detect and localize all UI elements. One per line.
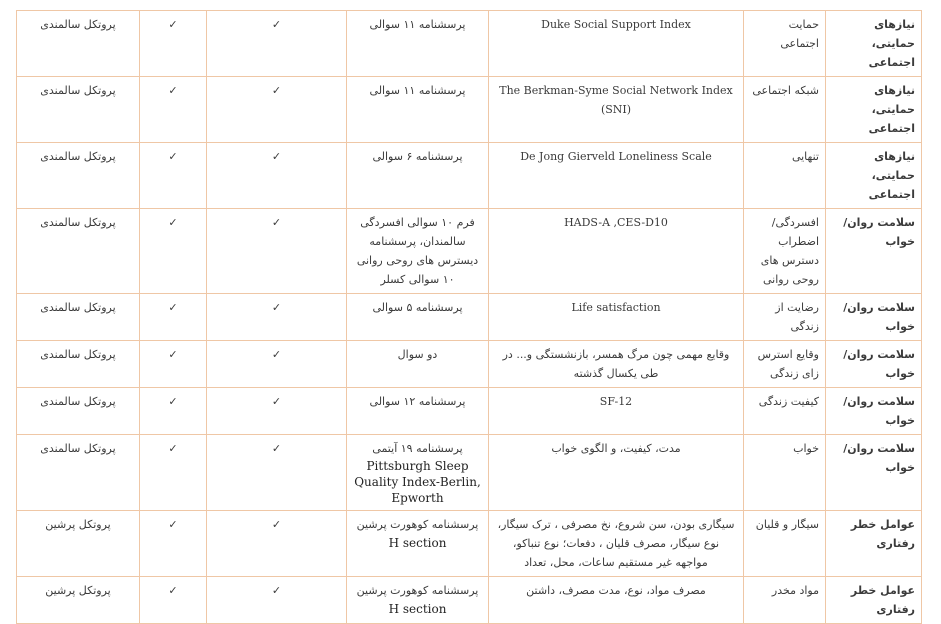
description-text: پرسشنامه کوهورت پرشین (356, 518, 479, 531)
description-cell: پرسشنامه ۱۲ سوالی (347, 388, 489, 435)
description-cell: پرسشنامه ۱۱ سوالی (347, 11, 489, 77)
check-icon: ✓ (140, 341, 207, 388)
table-row (17, 294, 922, 341)
description-cell: پرسشنامه ۶ سوالی (347, 143, 489, 209)
description-cell (347, 511, 489, 577)
description-latin: H section (388, 536, 447, 550)
table-row (17, 577, 922, 624)
check-icon: ✓ (207, 388, 347, 435)
table-row (17, 143, 922, 209)
table-row (17, 11, 922, 77)
category-cell: سلامت روان/ خواب (826, 341, 922, 388)
category-cell: سلامت روان/ خواب (826, 209, 922, 294)
tool-cell: De Jong Gierveld Loneliness Scale (489, 143, 744, 209)
tool-cell: مصرف مواد، نوع، مدت مصرف، داشتن (489, 577, 744, 624)
subcategory-cell: سیگار و قلیان (744, 511, 826, 577)
check-icon: ✓ (207, 435, 347, 511)
category-cell: سلامت روان/ خواب (826, 435, 922, 511)
category-cell: نیازهای حمایتی، اجتماعی (826, 11, 922, 77)
check-icon: ✓ (207, 341, 347, 388)
subcategory-cell: رضایت از زندگی (744, 294, 826, 341)
check-icon: ✓ (140, 435, 207, 511)
check-icon: ✓ (207, 577, 347, 624)
check-icon: ✓ (207, 209, 347, 294)
table-row (17, 341, 922, 388)
table-row (17, 77, 922, 143)
subcategory-cell: وقایع استرس زای زندگی (744, 341, 826, 388)
subcategory-cell: خواب (744, 435, 826, 511)
protocol-cell: پروتکل پرشین (17, 511, 140, 577)
check-icon: ✓ (140, 209, 207, 294)
subcategory-cell: حمایت اجتماعی (744, 11, 826, 77)
protocol-cell: پروتکل سالمندی (17, 294, 140, 341)
tool-cell: مدت، کیفیت، و الگوی خواب (489, 435, 744, 511)
category-cell: عوامل خطر رفتاری (826, 577, 922, 624)
description-latin: Pittsburgh Sleep Quality Index-Berlin, Epworth (354, 459, 481, 505)
subcategory-cell: افسردگی/اضطراب دسترس های روحی روانی (744, 209, 826, 294)
protocol-cell: پروتکل سالمندی (17, 11, 140, 77)
description-cell (347, 435, 489, 511)
tool-cell: وقایع مهمی چون مرگ همسر، بازنشستگی و... در طی یکسال گذشته (489, 341, 744, 388)
category-cell: نیازهای حمایتی، اجتماعی (826, 77, 922, 143)
description-cell: پرسشنامه ۱۱ سوالی (347, 77, 489, 143)
check-icon: ✓ (207, 511, 347, 577)
protocol-cell: پروتکل سالمندی (17, 77, 140, 143)
protocol-cell: پروتکل سالمندی (17, 435, 140, 511)
check-icon: ✓ (140, 577, 207, 624)
protocol-cell: پروتکل پرشین (17, 577, 140, 624)
protocol-cell: پروتکل سالمندی (17, 388, 140, 435)
check-icon: ✓ (207, 77, 347, 143)
description-cell (347, 577, 489, 624)
protocol-cell: پروتکل سالمندی (17, 143, 140, 209)
table-row (17, 435, 922, 511)
tool-cell: SF-12 (489, 388, 744, 435)
subcategory-cell: شبکه اجتماعی (744, 77, 826, 143)
check-icon: ✓ (140, 143, 207, 209)
description-latin: H section (388, 602, 447, 616)
subcategory-cell: تنهایی (744, 143, 826, 209)
description-cell: دو سوال (347, 341, 489, 388)
description-text: پرسشنامه ۱۹ آیتمی (372, 442, 463, 455)
subcategory-cell: مواد مخدر (744, 577, 826, 624)
check-icon: ✓ (140, 511, 207, 577)
subcategory-cell: کیفیت زندگی (744, 388, 826, 435)
description-cell: فرم ۱۰ سوالی افسردگی سالمندان، پرسشنامه دیسترس های روحی روانی ۱۰ سوالی کسلر (347, 209, 489, 294)
check-icon: ✓ (207, 143, 347, 209)
check-icon: ✓ (207, 294, 347, 341)
tool-cell: HADS-A ,CES-D10 (489, 209, 744, 294)
check-icon: ✓ (140, 388, 207, 435)
check-icon: ✓ (140, 11, 207, 77)
protocol-cell: پروتکل سالمندی (17, 341, 140, 388)
category-cell: سلامت روان/ خواب (826, 294, 922, 341)
category-cell: عوامل خطر رفتاری (826, 511, 922, 577)
table-row (17, 209, 922, 294)
assessment-table (16, 10, 922, 624)
check-icon: ✓ (140, 294, 207, 341)
tool-cell: Duke Social Support Index (489, 11, 744, 77)
category-cell: نیازهای حمایتی، اجتماعی (826, 143, 922, 209)
table-row (17, 388, 922, 435)
tool-cell: سیگاری بودن، سن شروع، نخ مصرفی ، ترک سیگار، نوع سیگار، مصرف قلیان ، دفعات؛ نوع تنباکو، مواجهه غیر مستقیم ساعات، محل، تعداد (489, 511, 744, 577)
tool-cell: Life satisfaction (489, 294, 744, 341)
tool-cell: The Berkman-Syme Social Network Index (SNI) (489, 77, 744, 143)
table-row (17, 511, 922, 577)
description-text: پرسشنامه کوهورت پرشین (356, 584, 479, 597)
category-cell: سلامت روان/ خواب (826, 388, 922, 435)
description-cell: پرسشنامه ۵ سوالی (347, 294, 489, 341)
protocol-cell: پروتکل سالمندی (17, 209, 140, 294)
check-icon: ✓ (140, 77, 207, 143)
check-icon: ✓ (207, 11, 347, 77)
